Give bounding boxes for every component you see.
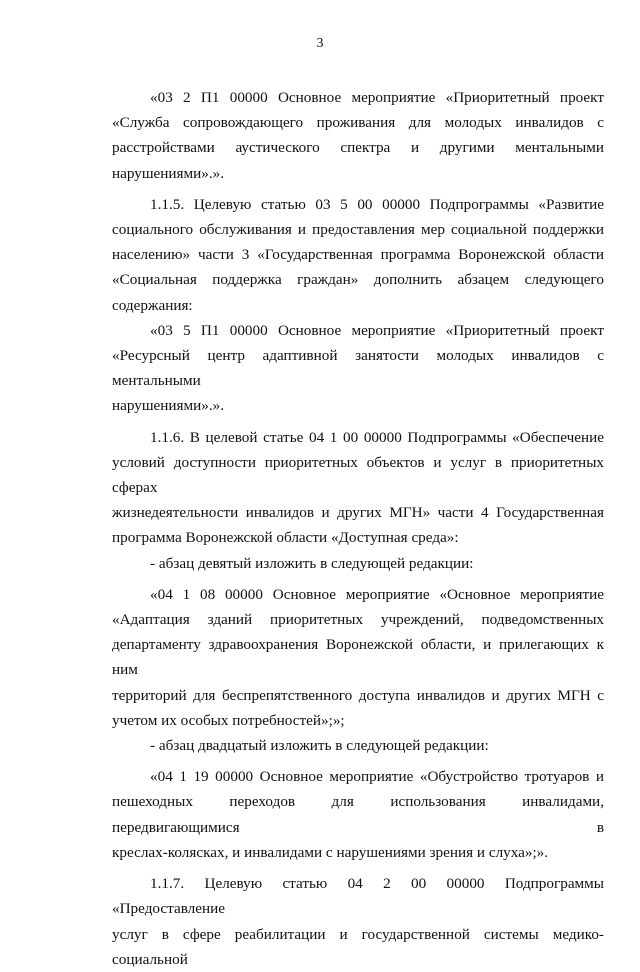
text-line: нарушениями».». xyxy=(112,164,225,182)
text-line: условий доступности приоритетных объектов и услуг в приоритетных сферах xyxy=(112,453,604,497)
text-line: департаменту здравоохранения Воронежской области, и прилегающих к ним xyxy=(112,636,604,679)
text-line: населению» части 3 «Государственная программа Воронежской области xyxy=(112,246,604,264)
text-line: «Ресурсный центр адаптивной занятости молодых инвалидов с ментальными xyxy=(112,347,604,390)
text-line: территорий для беспрепятственного доступа инвалидов и других МГН с xyxy=(112,686,604,704)
text-line: содержания: xyxy=(112,296,193,314)
text-line: «Служба сопровождающего проживания для молодых инвалидов с xyxy=(112,114,604,132)
text-line: пешеходных переходов для использования инвалидами, передвигающимися в xyxy=(112,793,604,836)
text-line: «03 2 П1 00000 Основное мероприятие «Приоритетный проект xyxy=(150,89,604,106)
text-line: программа Воронежской области «Доступная среда»: xyxy=(112,529,459,547)
text-line: «Социальная поддержка граждан» дополнить абзацем следующего xyxy=(112,271,604,289)
text-line: нарушениями».». xyxy=(112,397,225,415)
text-line: «Адаптация зданий приоритетных учреждений, подведомственных xyxy=(112,611,604,629)
text-line: жизнедеятельности инвалидов и других МГН» части 4 Государственная xyxy=(112,504,604,522)
document-body xyxy=(112,85,604,972)
text-line: 1.1.7. Целевую статью 04 2 00 00000 Подпрограммы «Предоставление xyxy=(112,875,604,918)
page-number: 3 xyxy=(316,36,324,51)
text-line: 1.1.5. Целевую статью 03 5 00 00000 Подпрограммы «Развитие xyxy=(150,195,604,213)
text-line: расстройствами аустического спектра и другими ментальными xyxy=(112,139,604,157)
text-line: 1.1.6. В целевой статье 04 1 00 00000 Подпрограммы «Обеспечение xyxy=(150,428,604,446)
text-line: «04 1 19 00000 Основное мероприятие «Обустройство тротуаров и xyxy=(150,768,604,786)
text-line: услуг в сфере реабилитации и государственной системы медико-социальной xyxy=(112,925,604,968)
text-line: «03 5 П1 00000 Основное мероприятие «Приоритетный проект xyxy=(150,321,604,339)
text-line: креслах-колясках, и инвалидами с нарушениями зрения и слуха»;». xyxy=(112,843,549,861)
text-line: «04 1 08 00000 Основное мероприятие «Основное мероприятие xyxy=(150,585,604,603)
text-line: - абзац двадцатый изложить в следующей редакции: xyxy=(150,737,489,755)
text-line: учетом их особых потребностей»;»; xyxy=(112,711,345,729)
text-line: социального обслуживания и предоставления мер социальной поддержки xyxy=(112,221,604,239)
text-line: - абзац девятый изложить в следующей редакции: xyxy=(150,554,474,572)
